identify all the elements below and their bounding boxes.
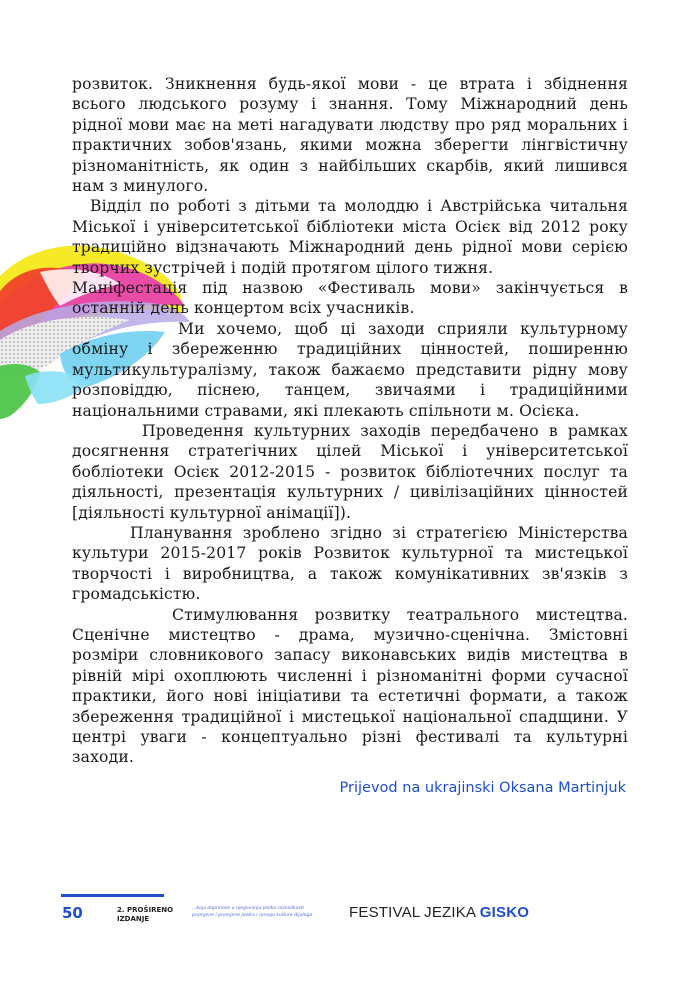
festival-title bbox=[349, 904, 529, 921]
tagline-line-2: promjene i promjene jezika i mnogo kulture dijaloga bbox=[192, 913, 313, 918]
footer-tagline bbox=[192, 905, 342, 919]
festival-title-text: FESTIVAL JEZIKA bbox=[349, 904, 476, 921]
paragraph-7: Стимулювання розвитку театрального мистецтва. Сценічне мистецтво - драма, музично-сценічна. Змістовні розміри словникового запасу виконавських видів мистецтва в рівній мірі охоплюють численні і різноманітні форми сучасної практики, його нові ініціативи та естетичні формати, а також збереження традиційної і мистецької національної спадщини. У центрі уваги - концептуально різні фестивалі та культурні заходи. bbox=[72, 605, 628, 767]
tagline-line-1: ...koja doprinose u njegovanju jezika raznolikosti bbox=[192, 906, 304, 911]
paragraph-5: Проведення культурних заходів передбачено в рамках досягнення стратегічних цілей Міської і університетської бобліотеки Осієк 2012-2015 - розвиток бібліотечних послуг та діяльності, презентація культурних / цивілізаційних цінностей [діяльності культурної анімації]). bbox=[72, 421, 628, 522]
article-body bbox=[72, 74, 628, 768]
footer-accent-line bbox=[61, 894, 164, 897]
paragraph-2: Відділ по роботі з дітьми та молоддю і Австрійська читальня Міської і університетської бібліотеки міста Осієк від 2012 року традиційно відзначають Міжнародний день рідної мови серією творчих зустрічей і подій протягом цілого тижня. bbox=[72, 197, 628, 277]
paragraph-1: розвиток. Зникнення будь-якої мови - це втрата і збіднення всього людського розуму і знання. Тому Міжнародний день рідної мови має на меті нагадувати людству про ряд моральних і практичних зобов'язань, якими можна зберегти лінгвістичну різноманітність, як один з найбільших скарбів, який лишився нам з минулого. bbox=[72, 75, 628, 196]
edition-line-2: IZDANJE bbox=[117, 914, 150, 923]
paragraph-4: Ми хочемо, щоб ці заходи сприяли культурному обміну і збереженню традиційних цінностей, поширенню мультикультуралізму, також бажаємо представити рідну мову розповіддю, піснею, танцем, звичаями і традиційними національними стравами, які плекають спільноти м. Осієка. bbox=[72, 319, 628, 420]
paragraph-6: Планування зроблено згідно зі стратегією Міністерства культури 2015-2017 років Розвиток культурної та мистецької творчості і виробництва, а також комунікативних зв'язків з громадськістю. bbox=[72, 523, 628, 604]
festival-brand: GISKO bbox=[479, 904, 530, 921]
paragraph-3: Маніфестація під назвою «Фестиваль мови» закінчується в останній день концертом всіх учасників. bbox=[72, 279, 628, 318]
edition-line-1: 2. PROŠIRENO bbox=[117, 906, 174, 914]
edition-label bbox=[117, 906, 177, 923]
translation-credit: Prijevod na ukrajinski Oksana Martinjuk bbox=[339, 780, 626, 796]
page-number: 50 bbox=[62, 904, 83, 922]
